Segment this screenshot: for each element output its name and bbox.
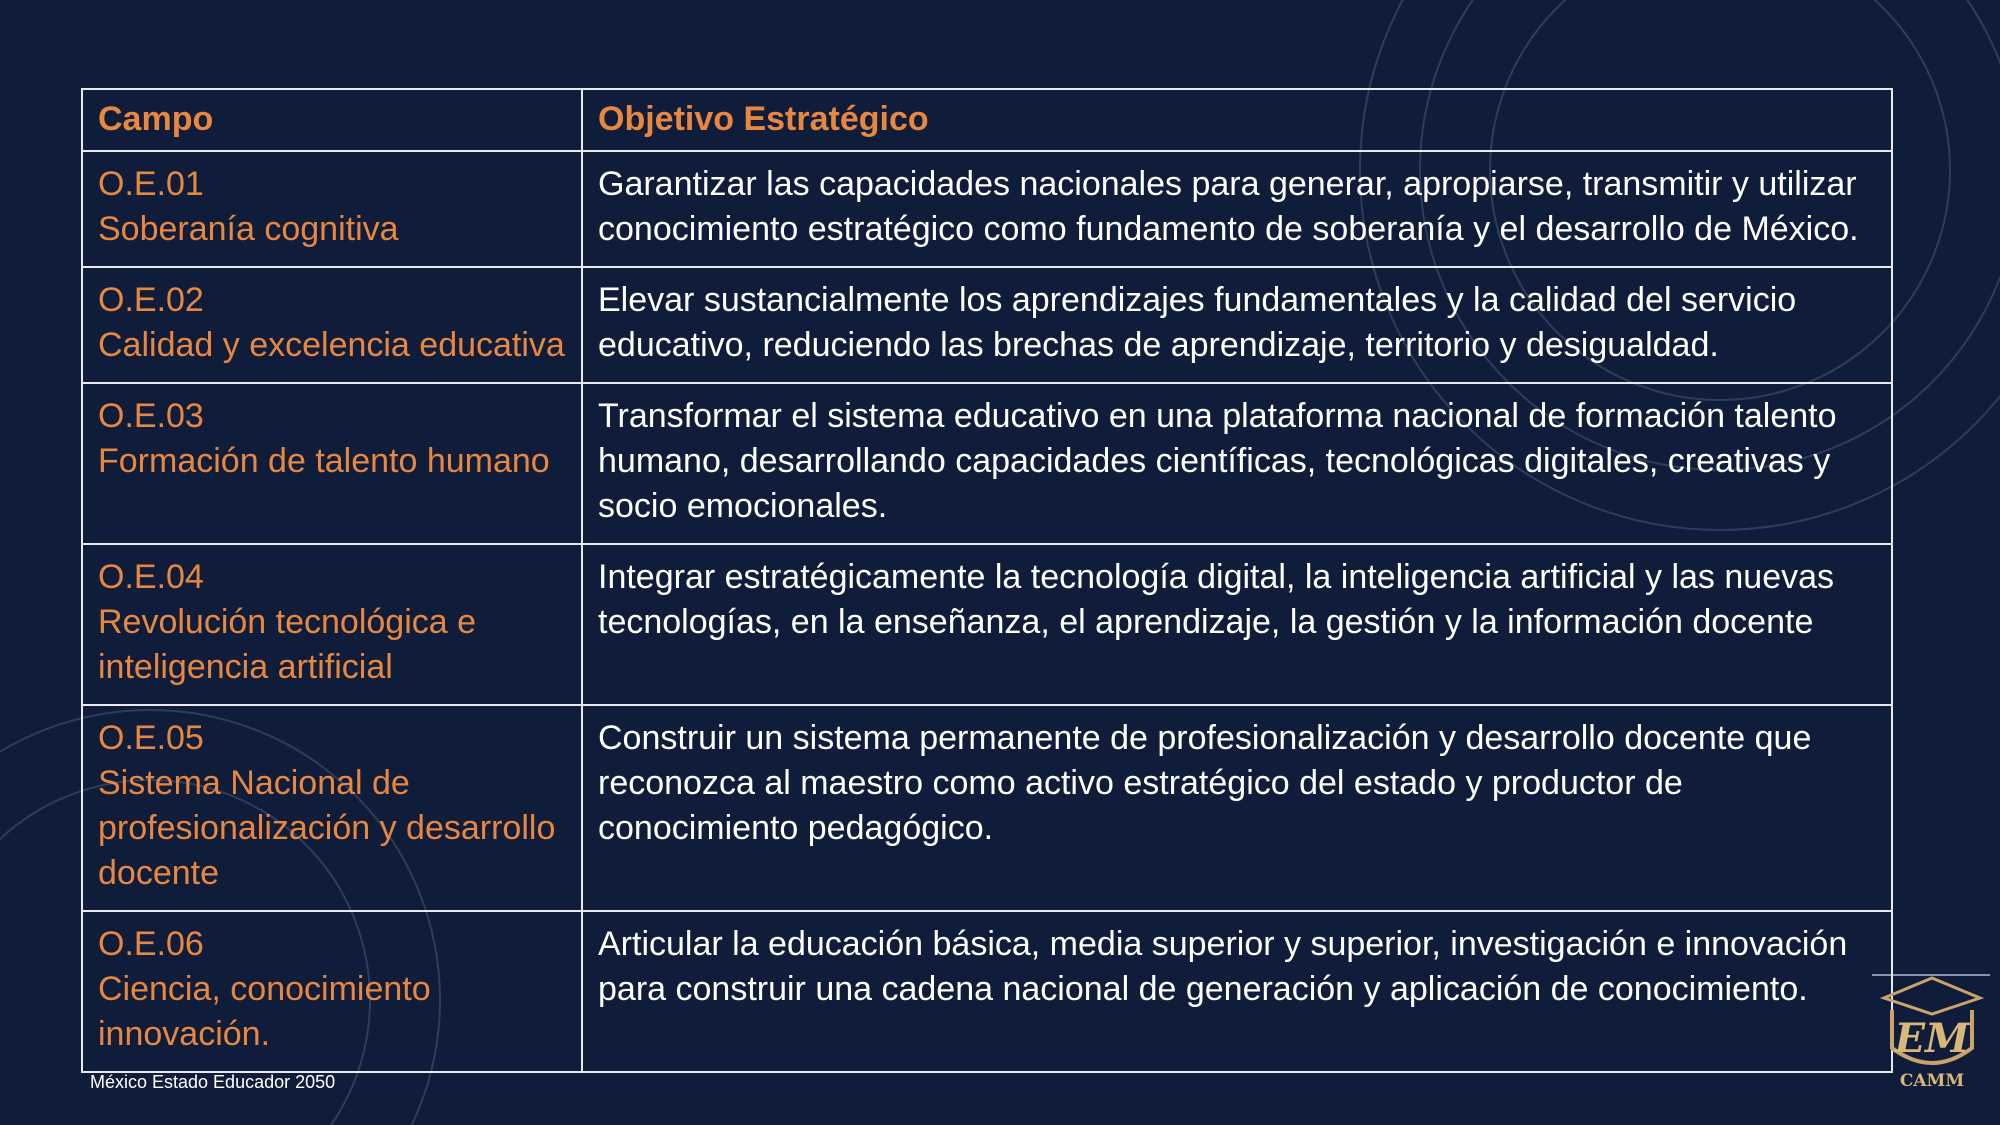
objective-code: O.E.01 [98, 165, 204, 203]
objective-code: O.E.02 [98, 281, 204, 319]
table-header-row [82, 89, 1892, 151]
campo-cell [82, 911, 582, 1072]
svg-text:EM: EM [1894, 1015, 1970, 1062]
objective-description: Integrar estratégicamente la tecnología digital, la inteligencia artificial y las nuevas tecnologías, en la enseñanza, el aprendizaje, la gestión y la información docente [582, 544, 1892, 705]
footer-text: México Estado Educador 2050 [90, 1072, 336, 1092]
objective-field: Soberanía cognitiva [98, 210, 399, 248]
table-row [82, 705, 1892, 911]
objective-code: O.E.04 [98, 558, 204, 596]
objective-description: Transformar el sistema educativo en una plataforma nacional de formación talento humano, desarrollando capacidades científicas, tecnológicas digitales, creativas y socio emocionales. [582, 383, 1892, 544]
objective-field: Sistema Nacional de profesionalización y desarrollo docente [98, 764, 556, 892]
campo-cell [82, 151, 582, 267]
table-row [82, 267, 1892, 383]
objective-code: O.E.03 [98, 397, 204, 435]
objective-description: Garantizar las capacidades nacionales para generar, apropiarse, transmitir y utilizar conocimiento estratégico como fundamento de soberanía y el desarrollo de México. [582, 151, 1892, 267]
campo-cell [82, 705, 582, 911]
table-row [82, 544, 1892, 705]
logo-text: CAMM [1899, 1071, 1965, 1091]
campo-cell [82, 544, 582, 705]
objective-description: Articular la educación básica, media superior y superior, investigación e innovación para construir una cadena nacional de generación y aplicación de conocimiento. [582, 911, 1892, 1072]
table-row [82, 383, 1892, 544]
header-objetivo: Objetivo Estratégico [582, 89, 1892, 151]
objective-field: Formación de talento humano [98, 442, 550, 480]
campo-cell [82, 383, 582, 544]
objective-code: O.E.06 [98, 925, 204, 963]
objective-code: O.E.05 [98, 719, 204, 757]
objective-field: Revolución tecnológica e inteligencia artificial [98, 603, 477, 686]
objective-description: Elevar sustancialmente los aprendizajes fundamentales y la calidad del servicio educativo, reduciendo las brechas de aprendizaje, territorio y desigualdad. [582, 267, 1892, 383]
campo-cell [82, 267, 582, 383]
objective-field: Calidad y excelencia educativa [98, 326, 565, 364]
table-row [82, 911, 1892, 1072]
header-campo: Campo [82, 89, 582, 151]
objectives-table [81, 88, 1893, 1073]
table-row [82, 151, 1892, 267]
objective-field: Ciencia, conocimiento innovación. [98, 970, 431, 1053]
em-crest-logo [1870, 970, 1995, 1095]
objective-description: Construir un sistema permanente de profesionalización y desarrollo docente que reconozca al maestro como activo estratégico del estado y productor de conocimiento pedagógico. [582, 705, 1892, 911]
